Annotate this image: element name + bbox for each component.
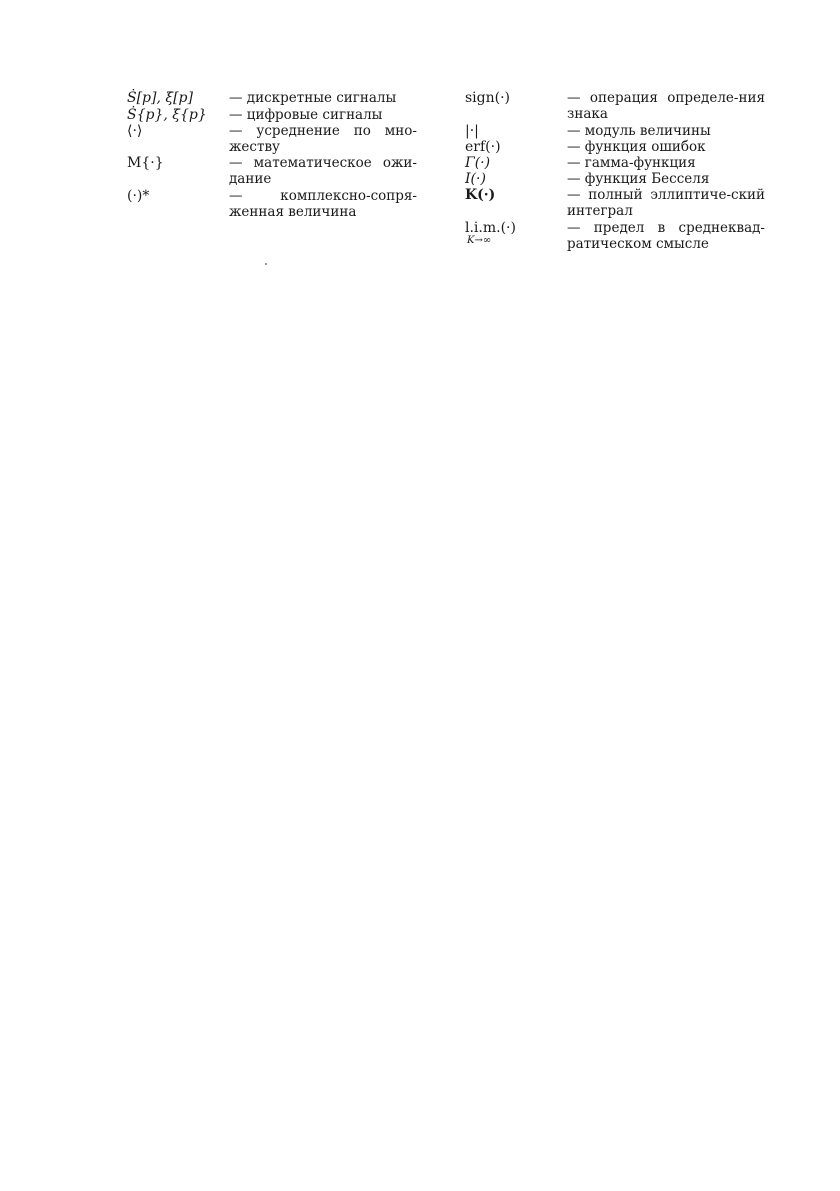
notation-description: — функция ошибок [567, 139, 706, 155]
notation-description: — комплексно-сопря-женная величина [229, 188, 417, 220]
notation-entry [127, 90, 417, 107]
notation-list-left [127, 90, 417, 222]
notation-symbol: ⟨·⟩ [127, 123, 143, 139]
notation-symbol: Ṡ[p], ξ̇[p] [127, 90, 193, 106]
notation-entry [127, 107, 417, 123]
notation-description: — предел в среднеквад-ратическом смысле [567, 220, 765, 252]
notation-subscript: K→∞ [467, 235, 492, 246]
notation-symbol: (·)* [127, 188, 150, 204]
notation-entry [465, 90, 765, 123]
notation-description: — математическое ожи-дание [229, 155, 417, 187]
notation-symbol-group [465, 220, 567, 246]
notation-description: — дискретные сигналы [229, 90, 397, 106]
notation-entry [465, 171, 765, 187]
notation-entry [465, 220, 765, 254]
notation-symbol: K(·) [465, 187, 496, 203]
notation-description: — полный эллиптиче-ский интеграл [567, 187, 765, 219]
notation-description: — усреднение по мно-жеству [229, 123, 417, 155]
notation-entry [465, 155, 765, 171]
notation-symbol: |·| [465, 123, 479, 139]
notation-description: — модуль величины [567, 123, 711, 139]
notation-entry [127, 123, 417, 155]
notation-description: — функция Бесселя [567, 171, 710, 187]
notation-description: — операция определе-ния знака [567, 90, 765, 122]
notation-symbol: erf(·) [465, 139, 501, 155]
notation-symbol: I(·) [465, 171, 486, 187]
scan-speck [265, 263, 267, 265]
notation-symbol: l.i.m.(·) [465, 220, 516, 236]
notation-symbol: M{·} [127, 155, 164, 171]
notation-symbol: sign(·) [465, 90, 511, 106]
notation-entry [127, 155, 417, 188]
notation-symbol: Γ(·) [465, 155, 491, 171]
notation-symbol: Ṡ{p}, ξ̇{p} [127, 107, 207, 123]
notation-entry [127, 188, 417, 222]
notation-description: — цифровые сигналы [229, 107, 383, 123]
notation-entry [465, 123, 765, 139]
notation-entry [465, 139, 765, 155]
notation-description: — гамма-функция [567, 155, 696, 171]
notation-entry [465, 187, 765, 220]
notation-list-right [465, 90, 765, 254]
